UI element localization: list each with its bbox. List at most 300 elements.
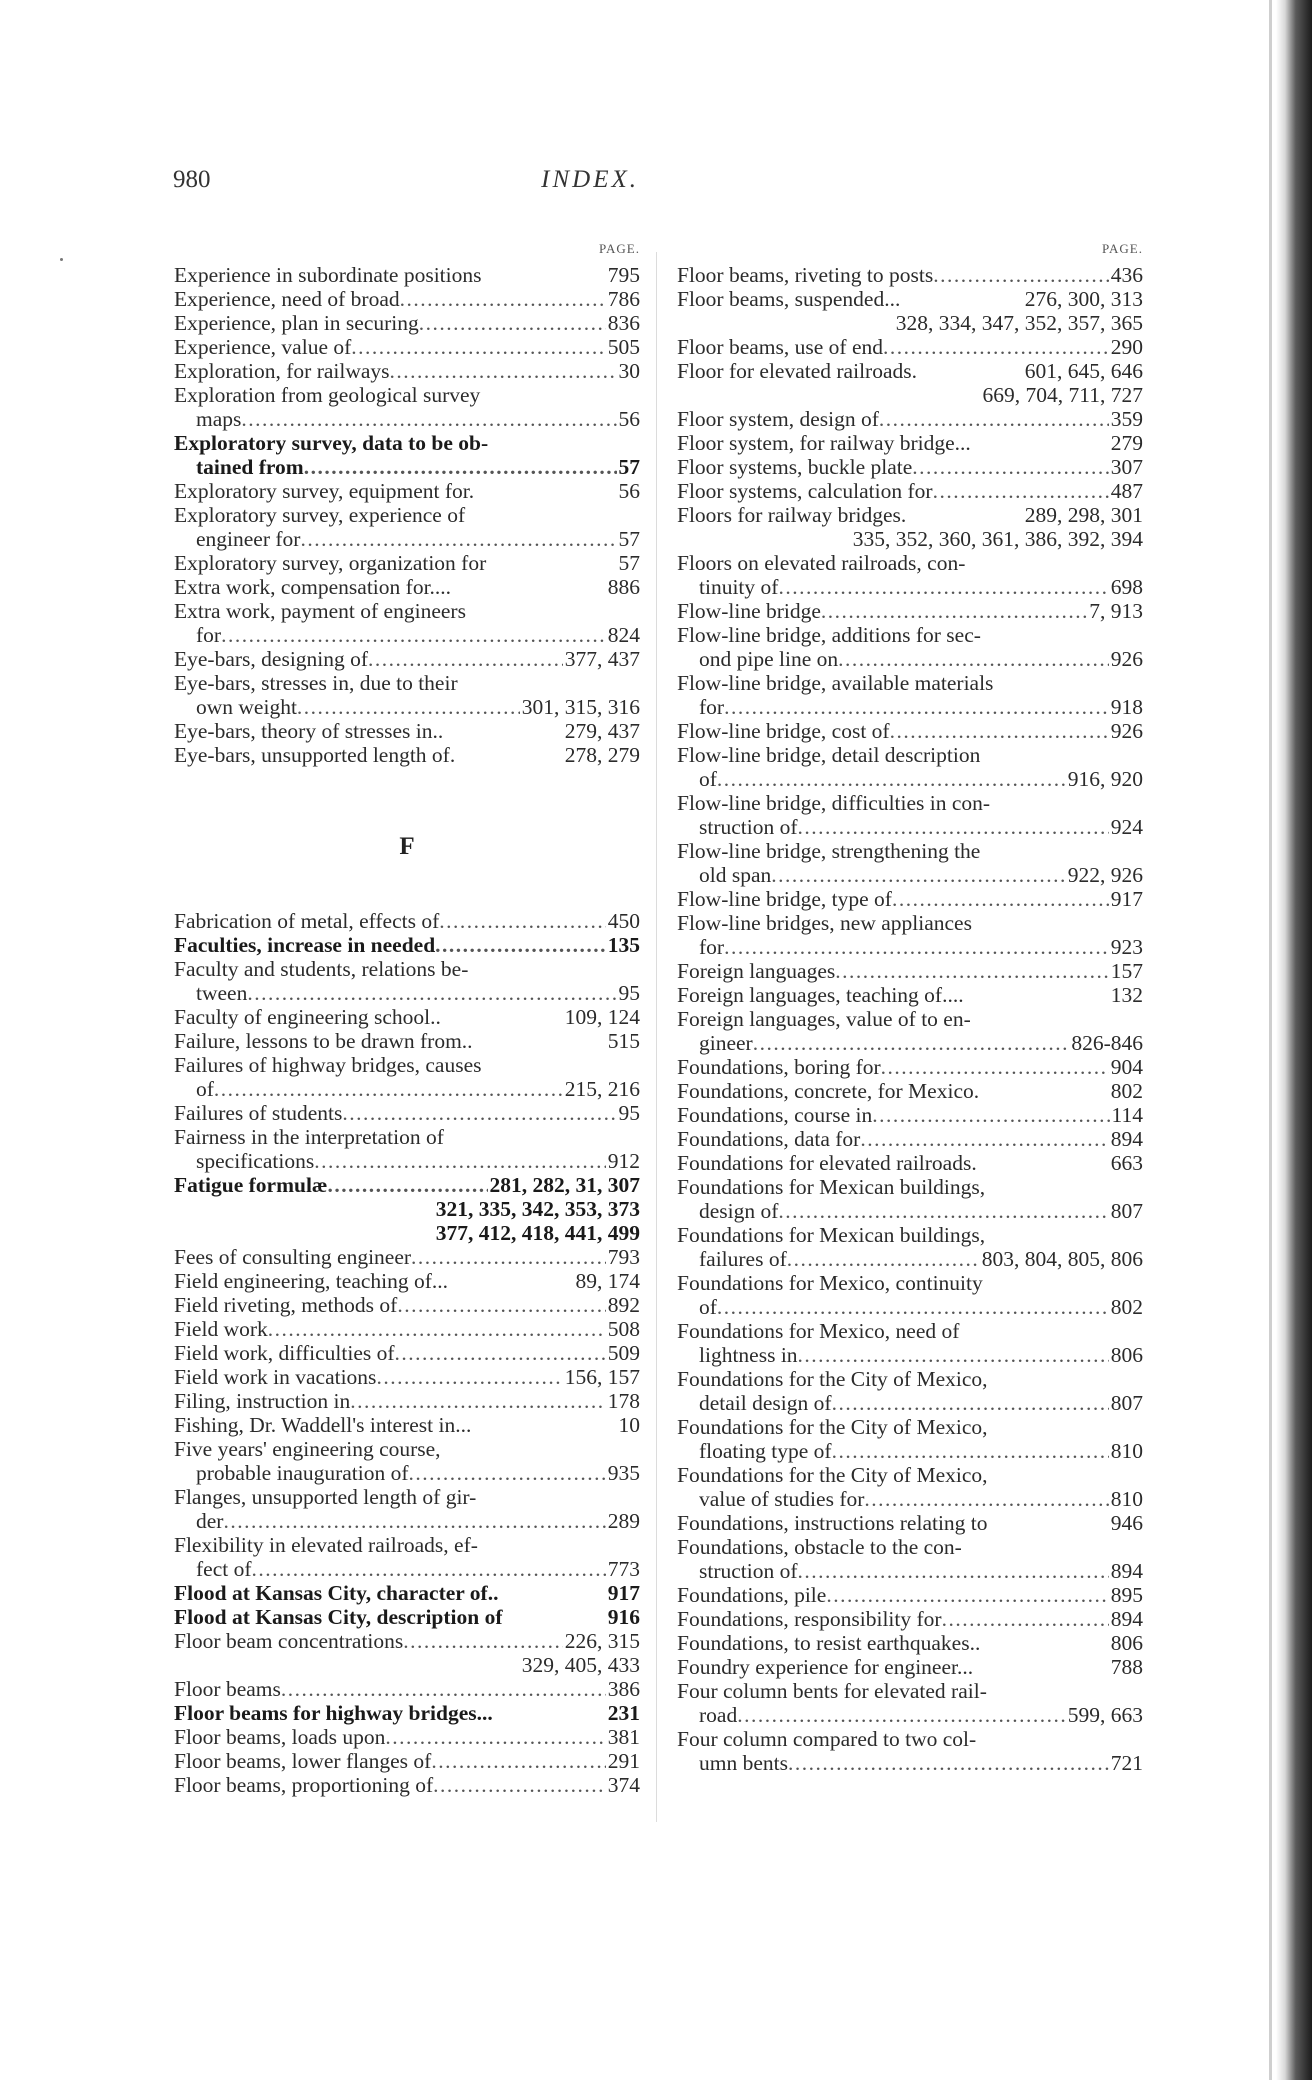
entry-text: Exploratory survey, data to be ob- xyxy=(174,431,489,455)
dot-leader xyxy=(439,909,605,933)
dot-leader xyxy=(788,1751,1109,1775)
entry-line xyxy=(677,1583,1143,1607)
entry-line xyxy=(677,719,1143,743)
entry-text: specifications xyxy=(196,1149,315,1173)
entry-continuation-line xyxy=(677,575,1143,599)
entry-page-ref: 806 xyxy=(1110,1343,1143,1367)
dot-leader xyxy=(724,935,1109,959)
index-entry xyxy=(174,1605,640,1629)
entry-page-ref: 935 xyxy=(607,1461,640,1485)
entry-page-ref: 57 xyxy=(618,527,640,551)
dot-leader xyxy=(281,1677,606,1701)
entry-text: Experience, plan in securing xyxy=(174,311,419,335)
entry-text: Floor beams, riveting to posts xyxy=(677,263,934,287)
dot-leader xyxy=(252,1557,606,1581)
entry-text: Five years' engineering course, xyxy=(174,1437,441,1461)
entry-line xyxy=(677,1175,1143,1199)
entry-line xyxy=(677,479,1143,503)
entry-page-ref: 599, 663 xyxy=(1067,1703,1143,1727)
page-edge-shadow xyxy=(1276,0,1312,2080)
entry-text: Floor beams, use of end xyxy=(677,335,884,359)
entry-line xyxy=(677,1127,1143,1151)
index-entry xyxy=(677,1151,1143,1175)
entry-line xyxy=(677,1103,1143,1127)
index-entry xyxy=(174,287,640,311)
entry-line xyxy=(677,455,1143,479)
dot-leader xyxy=(403,1629,562,1653)
index-entry xyxy=(174,1317,640,1341)
entry-page-ref: 156, 157 xyxy=(564,1365,640,1389)
entry-page-ref: 135 xyxy=(607,933,640,957)
entry-page-ref: 359 xyxy=(1110,407,1143,431)
entry-continuation-line xyxy=(677,695,1143,719)
entry-line xyxy=(174,1413,640,1437)
entry-text: Floor beams for highway bridges... xyxy=(174,1701,493,1725)
index-entry xyxy=(677,1415,1143,1463)
entry-line xyxy=(174,1341,640,1365)
entry-text: Fairness in the interpretation of xyxy=(174,1125,444,1149)
entry-page-ref: 328, 334, 347, 352, 357, 365 xyxy=(895,311,1143,335)
entry-line xyxy=(174,311,640,335)
entry-page-ref: 386 xyxy=(607,1677,640,1701)
index-entry xyxy=(174,1029,640,1053)
entry-text: Faculties, increase in needed xyxy=(174,933,436,957)
index-entry xyxy=(677,839,1143,887)
entry-page-ref: 57 xyxy=(618,455,640,479)
index-entry xyxy=(677,1655,1143,1679)
page-edge-line xyxy=(1269,0,1272,2080)
entry-text: Flow-line bridge, strengthening the xyxy=(677,839,981,863)
entry-page-ref: 95 xyxy=(618,981,640,1005)
entry-page-ref: 793 xyxy=(607,1245,640,1269)
entry-continuation-line xyxy=(677,1247,1143,1271)
entry-page-ref: 381 xyxy=(607,1725,640,1749)
entry-line xyxy=(677,1007,1143,1031)
entry-page-ref: 56 xyxy=(618,479,640,503)
dot-leader xyxy=(717,1295,1109,1319)
entry-page-ref: 279 xyxy=(1110,431,1143,455)
index-entry xyxy=(677,1463,1143,1511)
dot-leader xyxy=(350,1389,606,1413)
index-entry xyxy=(174,1341,640,1365)
entry-continuation-line xyxy=(174,1221,640,1245)
entry-text: Foundations for elevated railroads. xyxy=(677,1151,977,1175)
entry-text: old span xyxy=(699,863,772,887)
entry-text: Floor beam concentrations xyxy=(174,1629,404,1653)
entry-line xyxy=(174,743,640,767)
entry-continuation-line xyxy=(677,1295,1143,1319)
running-head: INDEX. xyxy=(541,166,639,193)
entry-line xyxy=(677,1679,1143,1703)
entry-text: Foundations, responsibility for xyxy=(677,1607,942,1631)
entry-continuation-line xyxy=(677,1559,1143,1583)
entry-text: Flow-line bridge, detail description xyxy=(677,743,981,767)
dot-leader xyxy=(314,1149,606,1173)
entry-text: Foundations, concrete, for Mexico. xyxy=(677,1079,980,1103)
index-entry xyxy=(677,1055,1143,1079)
dot-leader xyxy=(247,981,616,1005)
entry-page-ref: 916, 920 xyxy=(1067,767,1143,791)
entry-page-ref: 810 xyxy=(1110,1439,1143,1463)
entry-text: Eye-bars, theory of stresses in.. xyxy=(174,719,444,743)
entry-page-ref: 278, 279 xyxy=(564,743,640,767)
entry-text: lightness in xyxy=(699,1343,798,1367)
entry-continuation-line xyxy=(174,1509,640,1533)
entry-line xyxy=(174,1773,640,1797)
entry-line xyxy=(677,983,1143,1007)
index-entry xyxy=(677,1535,1143,1583)
index-entry xyxy=(174,1293,640,1317)
entry-line xyxy=(174,575,640,599)
entry-text: tinuity of xyxy=(699,575,779,599)
entry-continuation-line xyxy=(174,1149,640,1173)
entry-page-ref: 178 xyxy=(607,1389,640,1413)
entry-page-ref: 515 xyxy=(607,1029,640,1053)
entry-line xyxy=(677,1271,1143,1295)
entry-text: Foundations for Mexican buildings, xyxy=(677,1175,986,1199)
entry-page-ref: 894 xyxy=(1110,1607,1143,1631)
entry-page-ref: 924 xyxy=(1110,815,1143,839)
entry-text: Failures of highway bridges, causes xyxy=(174,1053,482,1077)
entry-line xyxy=(174,383,640,407)
entry-text: gineer xyxy=(699,1031,753,1055)
entry-page-ref: 7, 913 xyxy=(1089,599,1143,623)
index-entry xyxy=(174,551,640,575)
entry-text: Floor system, for railway bridge... xyxy=(677,431,971,455)
entry-line xyxy=(174,1365,640,1389)
dot-leader xyxy=(798,1559,1109,1583)
entry-line xyxy=(174,1317,640,1341)
dot-leader xyxy=(717,767,1066,791)
entry-text: for xyxy=(699,935,725,959)
index-entry xyxy=(677,1271,1143,1319)
entry-line xyxy=(677,1055,1143,1079)
index-entry xyxy=(174,957,640,1005)
index-entry xyxy=(677,455,1143,479)
entry-page-ref: 487 xyxy=(1110,479,1143,503)
entry-line xyxy=(174,1701,640,1725)
entry-text: Exploration, for railways xyxy=(174,359,390,383)
entry-text: Eye-bars, stresses in, due to their xyxy=(174,671,458,695)
entry-page-ref: 377, 412, 418, 441, 499 xyxy=(435,1221,640,1245)
index-entry xyxy=(677,431,1143,455)
index-entry xyxy=(174,335,640,359)
entry-page-ref: 57 xyxy=(618,551,640,575)
dot-leader xyxy=(821,599,1087,623)
entry-line xyxy=(174,1629,640,1653)
entry-text: ond pipe line on xyxy=(699,647,839,671)
scan-speck xyxy=(60,258,63,261)
dot-leader xyxy=(826,1583,1108,1607)
entry-text: struction of xyxy=(699,1559,798,1583)
entry-line xyxy=(677,1463,1143,1487)
entry-page-ref: 721 xyxy=(1110,1751,1143,1775)
dot-leader xyxy=(864,1487,1108,1511)
entry-line xyxy=(677,1607,1143,1631)
index-entry xyxy=(677,263,1143,287)
entry-page-ref: 802 xyxy=(1110,1295,1143,1319)
index-entry xyxy=(174,743,640,767)
entry-page-ref: 663 xyxy=(1110,1151,1143,1175)
entry-text: struction of xyxy=(699,815,798,839)
entry-continuation-line xyxy=(677,1751,1143,1775)
entry-page-ref: 321, 335, 342, 353, 373 xyxy=(435,1197,640,1221)
dot-leader xyxy=(912,455,1108,479)
entry-text: Faculty of engineering school.. xyxy=(174,1005,441,1029)
entry-continuation-line xyxy=(677,647,1143,671)
entry-page-ref: 788 xyxy=(1110,1655,1143,1679)
index-entry xyxy=(174,1485,640,1533)
entry-text: Fishing, Dr. Waddell's interest in... xyxy=(174,1413,472,1437)
index-entry xyxy=(677,1223,1143,1271)
entry-page-ref: 802 xyxy=(1110,1079,1143,1103)
index-entry xyxy=(174,1725,640,1749)
entry-line xyxy=(174,719,640,743)
entry-page-ref: 56 xyxy=(618,407,640,431)
entries-f xyxy=(174,909,640,1797)
entry-line xyxy=(677,791,1143,815)
entry-line xyxy=(677,743,1143,767)
entry-line xyxy=(677,1223,1143,1247)
entry-text: Flanges, unsupported length of gir- xyxy=(174,1485,477,1509)
dot-leader xyxy=(419,311,606,335)
dot-leader xyxy=(753,1031,1070,1055)
entry-text: Floors on elevated railroads, con- xyxy=(677,551,966,575)
entry-continuation-line xyxy=(677,1703,1143,1727)
dot-leader xyxy=(409,1461,606,1485)
index-entry xyxy=(174,909,640,933)
dot-leader xyxy=(933,479,1109,503)
entry-text: Foundations, pile xyxy=(677,1583,827,1607)
entry-text: Foundations for the City of Mexico, xyxy=(677,1415,988,1439)
entry-text: Foundations, instructions relating to xyxy=(677,1511,988,1535)
entry-continuation-line xyxy=(677,1343,1143,1367)
index-entry xyxy=(677,959,1143,983)
entry-text: der xyxy=(196,1509,224,1533)
index-entry xyxy=(174,1701,640,1725)
entry-text: Flexibility in elevated railroads, ef- xyxy=(174,1533,478,1557)
entry-page-ref: 922, 926 xyxy=(1067,863,1143,887)
dot-leader xyxy=(872,1103,1109,1127)
entry-text: Foundations, obstacle to the con- xyxy=(677,1535,962,1559)
index-entry xyxy=(174,1365,640,1389)
index-entry xyxy=(174,359,640,383)
entry-text: Four column bents for elevated rail- xyxy=(677,1679,987,1703)
index-entry xyxy=(174,1101,640,1125)
entry-line xyxy=(174,647,640,671)
entry-page-ref: 215, 216 xyxy=(564,1077,640,1101)
index-entry xyxy=(677,1607,1143,1631)
entry-page-ref: 895 xyxy=(1110,1583,1143,1607)
entry-line xyxy=(174,933,640,957)
entry-text: umn bents xyxy=(699,1751,788,1775)
index-entry xyxy=(174,719,640,743)
dot-leader xyxy=(435,933,606,957)
entry-text: Filing, instruction in xyxy=(174,1389,351,1413)
entry-line xyxy=(174,1581,640,1605)
entry-text: Floor beams, loads upon xyxy=(174,1725,386,1749)
entry-text: tween xyxy=(196,981,248,1005)
entry-line xyxy=(174,1437,640,1461)
entry-continuation-line xyxy=(174,623,640,647)
entry-line xyxy=(677,1367,1143,1391)
entry-text: Flow-line bridge, difficulties in con- xyxy=(677,791,991,815)
entry-text: Experience, need of broad xyxy=(174,287,400,311)
entry-page-ref: 226, 315 xyxy=(564,1629,640,1653)
entry-page-ref: 669, 704, 711, 727 xyxy=(982,383,1143,407)
index-entry xyxy=(677,1103,1143,1127)
entry-line xyxy=(174,1293,640,1317)
index-entry xyxy=(677,1727,1143,1775)
entry-line xyxy=(677,407,1143,431)
entry-text: Flow-line bridge, type of xyxy=(677,887,892,911)
dot-leader xyxy=(879,407,1109,431)
index-entry xyxy=(174,1749,640,1773)
entry-text: Floor for elevated railroads. xyxy=(677,359,917,383)
entry-line xyxy=(174,479,640,503)
index-entry xyxy=(677,1007,1143,1055)
entry-page-ref: 917 xyxy=(1110,887,1143,911)
entries-e xyxy=(174,263,640,767)
dot-leader xyxy=(881,1055,1109,1079)
entry-line xyxy=(677,839,1143,863)
entry-continuation-line xyxy=(677,815,1143,839)
entry-text: Foreign languages, value of to en- xyxy=(677,1007,971,1031)
entry-continuation-line xyxy=(174,981,640,1005)
entry-continuation-line xyxy=(677,383,1143,407)
entry-text: Flow-line bridge, cost of xyxy=(677,719,890,743)
entry-line xyxy=(174,431,640,455)
entries-f-continued xyxy=(677,263,1143,1775)
page-column-heading: PAGE. xyxy=(598,241,640,256)
dot-leader xyxy=(221,623,606,647)
index-entry xyxy=(677,671,1143,719)
entry-continuation-line xyxy=(174,407,640,431)
index-entry xyxy=(677,1079,1143,1103)
dot-leader xyxy=(304,455,617,479)
entry-text: Foundations for the City of Mexico, xyxy=(677,1463,988,1487)
dot-leader xyxy=(771,863,1065,887)
entry-text: failures of xyxy=(699,1247,787,1271)
index-entry xyxy=(174,1629,640,1677)
entry-page-ref: 281, 282, 31, 307 xyxy=(489,1173,640,1197)
dot-leader xyxy=(241,407,616,431)
entry-text: Exploration from geological survey xyxy=(174,383,481,407)
entry-text: Failures of students xyxy=(174,1101,343,1125)
entry-text: Foundations, course in xyxy=(677,1103,873,1127)
entry-page-ref: 892 xyxy=(607,1293,640,1317)
entry-page-ref: 289 xyxy=(607,1509,640,1533)
entry-page-ref: 826-846 xyxy=(1071,1031,1143,1055)
entry-text: of xyxy=(699,1295,717,1319)
entry-text: tained from xyxy=(196,455,304,479)
entry-line xyxy=(174,1005,640,1029)
dot-leader xyxy=(431,1749,605,1773)
entry-line xyxy=(677,431,1143,455)
entry-line xyxy=(174,1245,640,1269)
entry-text: Flood at Kansas City, character of.. xyxy=(174,1581,499,1605)
entry-continuation-line xyxy=(174,695,640,719)
entry-text: probable inauguration of xyxy=(196,1461,409,1485)
entry-text: Foundations for Mexico, continuity xyxy=(677,1271,983,1295)
page-number: 980 xyxy=(173,166,211,193)
entry-line xyxy=(677,1655,1143,1679)
entry-page-ref: 89, 174 xyxy=(575,1269,640,1293)
entry-text: Foundations, data for xyxy=(677,1127,861,1151)
entry-line xyxy=(677,335,1143,359)
entry-text: Eye-bars, designing of xyxy=(174,647,369,671)
dot-leader xyxy=(778,1199,1108,1223)
index-entry xyxy=(677,479,1143,503)
entry-page-ref: 279, 437 xyxy=(564,719,640,743)
entry-text: Flow-line bridge, available materials xyxy=(677,671,994,695)
entry-text: Floors for railway bridges. xyxy=(677,503,907,527)
entry-text: detail design of xyxy=(699,1391,832,1415)
index-entry xyxy=(174,1173,640,1245)
index-entry xyxy=(677,599,1143,623)
dot-leader xyxy=(838,647,1109,671)
entry-text: Faculty and students, relations be- xyxy=(174,957,469,981)
index-entry xyxy=(174,479,640,503)
entry-page-ref: 912 xyxy=(607,1149,640,1173)
entry-page-ref: 329, 405, 433 xyxy=(521,1653,640,1677)
entry-line xyxy=(677,1151,1143,1175)
entry-page-ref: 803, 804, 805, 806 xyxy=(981,1247,1143,1271)
entry-text: Flow-line bridges, new appliances xyxy=(677,911,972,935)
dot-leader xyxy=(737,1703,1066,1727)
entry-text: Floor system, design of xyxy=(677,407,879,431)
index-entry xyxy=(174,383,640,431)
index-entry xyxy=(677,335,1143,359)
dot-leader xyxy=(433,1773,606,1797)
dot-leader xyxy=(883,335,1109,359)
index-entry xyxy=(677,1127,1143,1151)
entry-text: Fees of consulting engineer xyxy=(174,1245,412,1269)
entry-text: Floor beams, suspended... xyxy=(677,287,901,311)
entry-page-ref: 509 xyxy=(607,1341,640,1365)
dot-leader xyxy=(368,647,563,671)
entry-line xyxy=(677,911,1143,935)
entry-text: Experience, value of xyxy=(174,335,352,359)
entry-page-ref: 508 xyxy=(607,1317,640,1341)
entry-text: Flow-line bridge, additions for sec- xyxy=(677,623,981,647)
entry-page-ref: 916 xyxy=(607,1605,640,1629)
index-entry xyxy=(677,983,1143,1007)
dot-leader xyxy=(835,959,1109,983)
entry-text: engineer for xyxy=(196,527,301,551)
entry-line xyxy=(174,1269,640,1293)
entry-page-ref: 698 xyxy=(1110,575,1143,599)
column-divider xyxy=(656,252,657,1822)
entry-line xyxy=(677,887,1143,911)
entry-text: Foundations for Mexico, need of xyxy=(677,1319,960,1343)
dot-leader xyxy=(327,1173,487,1197)
index-entry xyxy=(174,1269,640,1293)
dot-leader xyxy=(376,1365,562,1389)
dot-leader xyxy=(268,1317,606,1341)
entry-page-ref: 335, 352, 360, 361, 386, 392, 394 xyxy=(852,527,1143,551)
dot-leader xyxy=(933,263,1109,287)
dot-leader xyxy=(724,695,1109,719)
dot-leader xyxy=(860,1127,1108,1151)
entry-line xyxy=(677,1511,1143,1535)
index-entry xyxy=(677,359,1143,407)
entry-text: floating type of xyxy=(699,1439,832,1463)
entry-line xyxy=(174,957,640,981)
dot-leader xyxy=(342,1101,616,1125)
entry-line xyxy=(677,1727,1143,1751)
entry-line xyxy=(174,1677,640,1701)
